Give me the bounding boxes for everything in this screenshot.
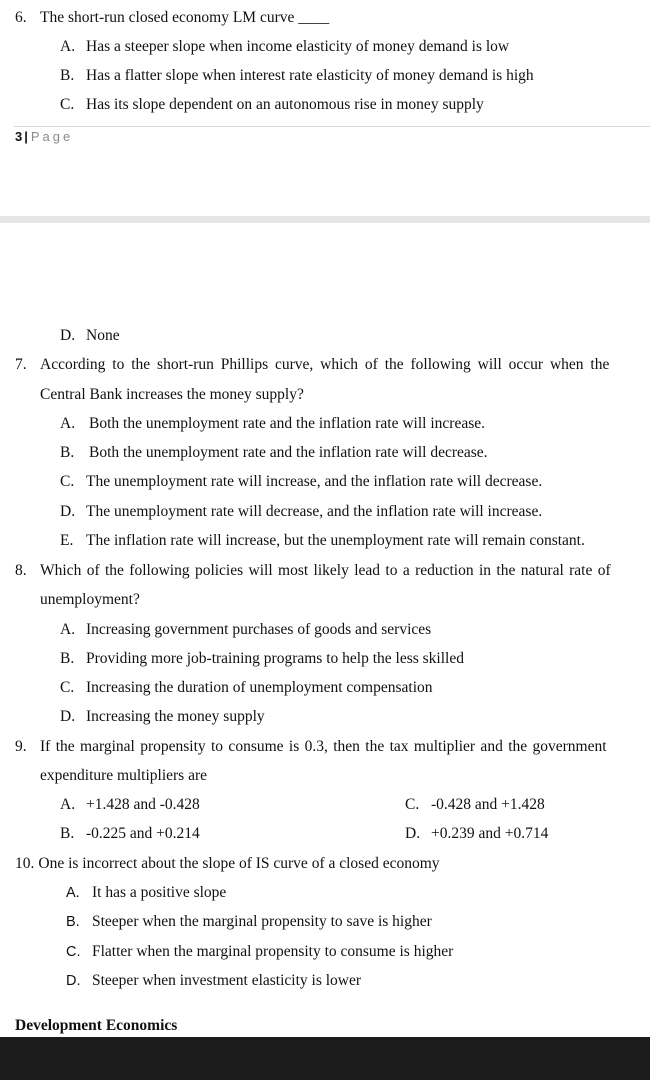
option-8a (60, 620, 431, 640)
option-text: Increasing the duration of unemployment compensation (86, 679, 433, 696)
option-text: It has a positive slope (92, 884, 227, 901)
question-text: One is incorrect about the slope of IS curve of a closed economy (38, 855, 440, 872)
option-letter: C. (60, 96, 75, 113)
question-9 (15, 737, 607, 757)
option-8b (60, 649, 464, 669)
question-text-line-1: Which of the following policies will most likely lead to a reduction in the natural rate of (40, 562, 611, 579)
option-text: +1.428 and -0.428 (86, 796, 200, 813)
option-text: Steeper when investment elasticity is lower (92, 972, 362, 989)
question-7-line-2: Central Bank increases the money supply? (40, 386, 304, 403)
viewer-bottom-bar (0, 1037, 650, 1080)
page-footer (15, 129, 73, 144)
option-letter: E. (60, 532, 74, 549)
option-9c (405, 795, 545, 815)
question-9-line-2: expenditure multipliers are (40, 767, 207, 784)
option-text: Has a steeper slope when income elasticity of money demand is low (86, 38, 510, 55)
option-7a (60, 414, 485, 434)
option-text: Has a flatter slope when interest rate elasticity of money demand is high (86, 67, 534, 84)
option-text: -0.428 and +1.428 (431, 796, 545, 813)
option-9a (60, 795, 200, 815)
option-9d (405, 824, 548, 844)
option-10b (66, 912, 432, 932)
question-number: 9. (15, 738, 27, 755)
option-letter: C. (60, 473, 75, 490)
page-label: Page (30, 129, 74, 144)
option-letter: B. (60, 67, 75, 84)
option-letter: B. (66, 914, 80, 930)
option-letter: B. (60, 444, 75, 461)
option-7d (60, 502, 542, 522)
page-separator: | (24, 129, 28, 144)
option-10c (66, 942, 453, 962)
option-letter: D. (66, 973, 81, 989)
option-text: The inflation rate will increase, but the unemployment rate will remain constant. (86, 532, 585, 549)
option-6a (60, 37, 509, 57)
option-6d (60, 326, 120, 346)
option-letter: B. (60, 650, 75, 667)
option-text: Steeper when the marginal propensity to save is higher (92, 913, 432, 930)
option-text: Increasing government purchases of goods and services (86, 621, 432, 638)
option-text: Both the unemployment rate and the inflation rate will decrease. (89, 444, 488, 461)
question-text: The short-run closed economy LM curve ____ (40, 9, 330, 26)
question-text-line-1: According to the short-run Phillips curve, which of the following will occur when the (40, 356, 610, 373)
option-letter: D. (405, 825, 421, 842)
option-text: The unemployment rate will increase, and the inflation rate will decrease. (86, 473, 543, 490)
section-heading: Development Economics (15, 1017, 178, 1034)
footer-rule (14, 126, 650, 127)
option-6b (60, 66, 534, 86)
option-letter: A. (66, 885, 80, 901)
option-letter: D. (60, 708, 76, 725)
question-7 (15, 355, 609, 375)
option-text: +0.239 and +0.714 (431, 825, 549, 842)
option-text: None (86, 327, 120, 344)
option-text: Has its slope dependent on an autonomous rise in money supply (86, 96, 484, 113)
option-text: -0.225 and +0.214 (86, 825, 200, 842)
question-8 (15, 561, 611, 581)
option-letter: A. (60, 415, 76, 432)
option-7b (60, 443, 488, 463)
option-letter: C. (405, 796, 420, 813)
page-break-divider (0, 216, 650, 223)
option-letter: A. (60, 621, 76, 638)
option-text: Both the unemployment rate and the inflation rate will increase. (89, 415, 485, 432)
option-letter: C. (66, 944, 81, 960)
option-letter: C. (60, 679, 75, 696)
option-letter: D. (60, 503, 76, 520)
option-8d (60, 707, 265, 727)
question-6 (15, 8, 329, 28)
option-text: Increasing the money supply (86, 708, 265, 725)
option-text: The unemployment rate will decrease, and the inflation rate will increase. (86, 503, 543, 520)
option-text: Providing more job-training programs to help the less skilled (86, 650, 464, 667)
question-text-line-1: If the marginal propensity to consume is 0.3, then the tax multiplier and the government (40, 738, 607, 755)
option-7e (60, 531, 585, 551)
option-8c (60, 678, 433, 698)
question-number: 10. (15, 855, 35, 872)
option-letter: A. (60, 796, 76, 813)
option-9b (60, 824, 200, 844)
option-letter: A. (60, 38, 76, 55)
option-7c (60, 472, 542, 492)
option-10a (66, 883, 226, 903)
question-number: 8. (15, 562, 27, 579)
option-letter: B. (60, 825, 75, 842)
option-letter: D. (60, 327, 76, 344)
question-number: 7. (15, 356, 27, 373)
option-10d (66, 971, 361, 991)
option-6c (60, 95, 484, 115)
option-text: Flatter when the marginal propensity to consume is higher (92, 943, 454, 960)
question-10 (15, 854, 440, 874)
question-number: 6. (15, 9, 27, 26)
question-8-line-2: unemployment? (40, 591, 140, 608)
page-number: 3 (15, 129, 23, 144)
